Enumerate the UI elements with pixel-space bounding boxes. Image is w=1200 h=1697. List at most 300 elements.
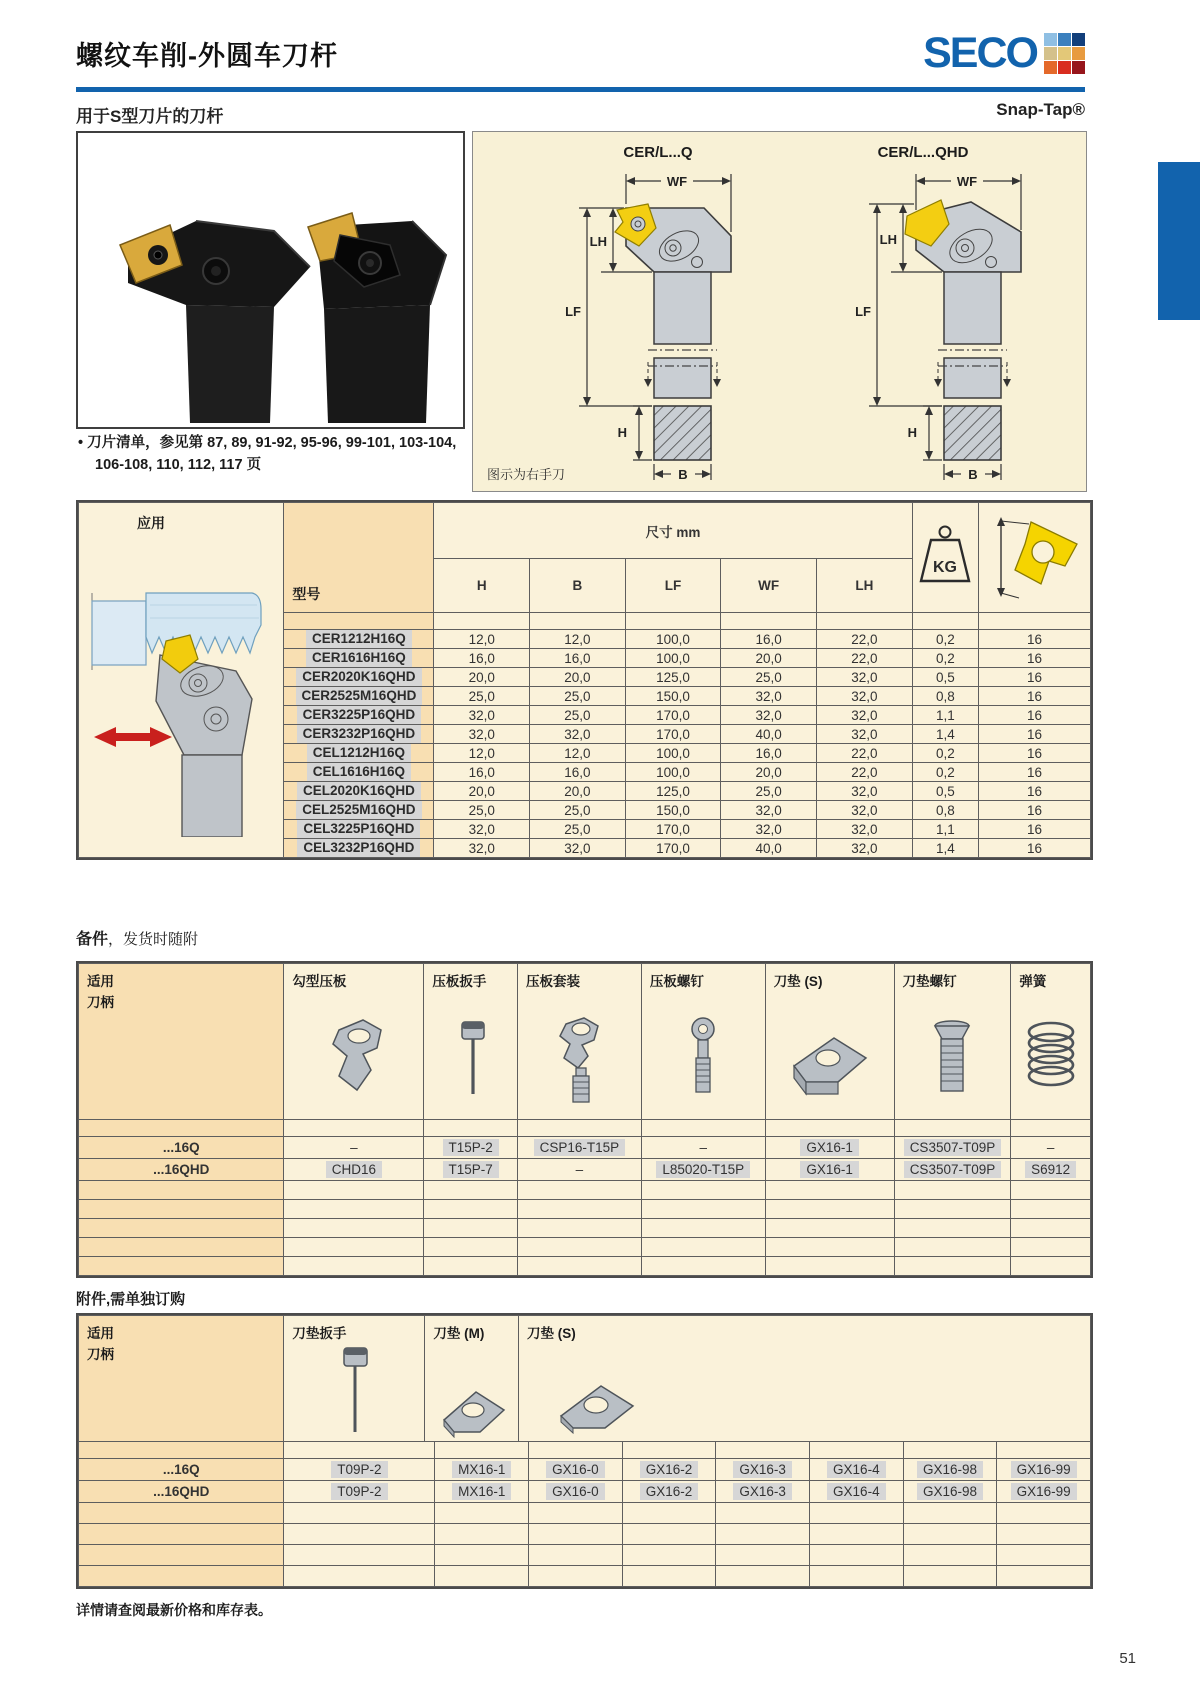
empty-row: [79, 1524, 1091, 1545]
part-number: L85020-T15P: [656, 1161, 750, 1179]
part-number-cell: –: [518, 1159, 642, 1181]
model-column-header: 型号: [284, 503, 434, 613]
dimension-value: 100,0: [625, 649, 721, 668]
spare-parts-table-frame: [76, 961, 1093, 1278]
part-number-cell: [424, 1159, 518, 1181]
weight-value: 1,1: [912, 820, 978, 839]
weight-value: 1,1: [912, 706, 978, 725]
insert-size-value: 16: [979, 763, 1091, 782]
seco-logo: [880, 29, 1085, 77]
part-number-cell: –: [1011, 1137, 1091, 1159]
dimension-value: 25,0: [721, 668, 817, 687]
spare-header-row: [79, 964, 1091, 1120]
blank-cell: [424, 1181, 518, 1200]
accessories-header-row: [79, 1316, 1091, 1442]
blank-cell: [810, 1442, 904, 1459]
blank-cell: [641, 1181, 765, 1200]
dimension-value: 25,0: [530, 706, 626, 725]
dim-wf-label: WF: [666, 174, 688, 189]
clamp-icon: [311, 1014, 397, 1102]
blank-cell: [716, 1524, 810, 1545]
model-cell: [284, 763, 434, 782]
model-number: CEL2020K16QHD: [297, 782, 421, 800]
empty-row: [79, 1238, 1091, 1257]
part-number-cell: [529, 1459, 623, 1481]
dim-lf-label: LF: [855, 304, 871, 319]
blank-cell: [903, 1503, 997, 1524]
blank-cell: [810, 1566, 904, 1587]
diagram-label-qhd: CER/L...QHD: [877, 144, 969, 161]
blank-cell: [716, 1503, 810, 1524]
weight-value: 0,2: [912, 630, 978, 649]
logo-cube-cell: [1044, 47, 1057, 60]
dimension-value: 16,0: [530, 649, 626, 668]
insert-size-value: 16: [979, 687, 1091, 706]
shim-screw-icon: [917, 1014, 987, 1104]
dimension-value: 25,0: [530, 687, 626, 706]
shim-m-icon: [428, 1378, 516, 1438]
part-number: T09P-2: [331, 1461, 387, 1479]
insert-list-note: [78, 432, 488, 477]
blank-cell: [625, 613, 721, 630]
blank-cell: [1011, 1120, 1091, 1137]
blank-cell: [1011, 1238, 1091, 1257]
part-number: CSP16-T15P: [534, 1139, 626, 1157]
weight-value: 1,4: [912, 725, 978, 744]
blank-cell: [79, 1257, 284, 1276]
dimension-value: 16,0: [530, 763, 626, 782]
blank-cell: [721, 613, 817, 630]
empty-row: [79, 1566, 1091, 1587]
blank-cell: [894, 1181, 1011, 1200]
blank-cell: [903, 1524, 997, 1545]
weight-value: 0,2: [912, 744, 978, 763]
blank-cell: [518, 1120, 642, 1137]
model-number: CEL1616H16Q: [307, 763, 411, 781]
part-number: GX16-99: [1011, 1461, 1077, 1479]
blank-cell: [284, 1442, 435, 1459]
part-number: T15P-7: [443, 1161, 499, 1179]
blank-cell: [434, 613, 530, 630]
logo-cube-cell: [1044, 33, 1057, 46]
blank-cell: [641, 1238, 765, 1257]
model-cell: [284, 687, 434, 706]
blank-cell: [79, 1545, 284, 1566]
dimension-value: 100,0: [625, 763, 721, 782]
part-number: S6912: [1025, 1161, 1076, 1179]
blank-cell: [622, 1545, 716, 1566]
part-number-cell: [903, 1481, 997, 1503]
blank-cell: [424, 1238, 518, 1257]
blank-cell: [903, 1566, 997, 1587]
dimension-value: 32,0: [816, 801, 912, 820]
seco-logo-text: SECO: [923, 29, 1037, 77]
blank-cell: [716, 1566, 810, 1587]
page-number: 51: [1119, 1650, 1136, 1667]
dimension-value: 20,0: [721, 649, 817, 668]
part-number: GX16-3: [733, 1483, 792, 1501]
logo-cube-cell: [1058, 61, 1071, 74]
dimension-value: 25,0: [530, 820, 626, 839]
part-number-cell: [894, 1159, 1011, 1181]
dimension-value: 32,0: [816, 668, 912, 687]
blank-cell: [1011, 1257, 1091, 1276]
dimension-value: 16,0: [721, 744, 817, 763]
weight-value: 0,8: [912, 801, 978, 820]
holder-type-cell: ...16QHD: [79, 1159, 284, 1181]
empty-row: [79, 1257, 1091, 1276]
kg-label: KG: [933, 559, 958, 576]
dimension-value: 125,0: [625, 782, 721, 801]
dim-b-label: B: [678, 467, 688, 482]
blank-cell: [518, 1219, 642, 1238]
dimension-value: 22,0: [816, 744, 912, 763]
section-subtitle: 用于S型刀片的刀杆: [76, 107, 224, 126]
blank-cell: [518, 1257, 642, 1276]
blank-cell: [622, 1503, 716, 1524]
part-number: GX16-2: [640, 1483, 699, 1501]
part-number: GX16-0: [546, 1483, 605, 1501]
blank-cell: [79, 1120, 284, 1137]
insert-size-value: 16: [979, 649, 1091, 668]
blank-cell: [79, 1181, 284, 1200]
accessories-table-frame: [76, 1313, 1093, 1589]
model-cell: [284, 725, 434, 744]
part-number-cell: [529, 1481, 623, 1503]
empty-row: [79, 1503, 1091, 1524]
model-cell: [284, 706, 434, 725]
part-number-cell: [903, 1459, 997, 1481]
dim-b-label: B: [968, 467, 978, 482]
shim-wrench-column-header: 刀垫扳手: [284, 1316, 425, 1442]
blank-cell: [284, 1566, 435, 1587]
clamp-wrench-icon: [436, 1014, 506, 1102]
header-rule: [76, 87, 1085, 92]
dimension-value: 25,0: [721, 782, 817, 801]
dimension-value: 100,0: [625, 630, 721, 649]
dimension-value: 32,0: [721, 706, 817, 725]
blank-cell: [518, 1181, 642, 1200]
model-number: CEL3232P16QHD: [297, 839, 420, 857]
part-number-cell: [622, 1481, 716, 1503]
part-number-cell: [641, 1159, 765, 1181]
spare-parts-row: [79, 1159, 1091, 1181]
model-number: CEL1212H16Q: [307, 744, 411, 762]
dimension-value: 20,0: [434, 782, 530, 801]
part-number-cell: [284, 1159, 424, 1181]
spare-parts-row: [79, 1137, 1091, 1159]
weight-value: 1,4: [912, 839, 978, 858]
blank-cell: [284, 1545, 435, 1566]
blank-cell: [79, 1238, 284, 1257]
part-number: T09P-2: [331, 1483, 387, 1501]
blank-cell: [622, 1442, 716, 1459]
part-number-cell: [894, 1137, 1011, 1159]
part-number: GX16-0: [546, 1461, 605, 1479]
blank-cell: [894, 1120, 1011, 1137]
part-number: MX16-1: [452, 1461, 511, 1479]
empty-row: [79, 1219, 1091, 1238]
accessory-row: [79, 1459, 1091, 1481]
dimension-value: 16,0: [721, 630, 817, 649]
blank-cell: [284, 1219, 424, 1238]
blank-cell: [79, 1200, 284, 1219]
model-number: CER1616H16Q: [306, 649, 412, 667]
application-label: 应用: [137, 515, 165, 531]
shim-m-column-header: 刀垫 (M): [425, 1316, 519, 1442]
application-illustration: [86, 585, 276, 837]
model-cell: [284, 668, 434, 687]
blank-cell: [79, 1524, 284, 1545]
part-number: T15P-2: [443, 1139, 499, 1157]
blank-cell: [284, 1200, 424, 1219]
weight-column-header: [912, 503, 978, 613]
model-cell: [284, 630, 434, 649]
dimension-value: 170,0: [625, 839, 721, 858]
dimension-value: 170,0: [625, 820, 721, 839]
model-cell: [284, 744, 434, 763]
shim-s-icon: [547, 1372, 647, 1434]
shim-wrench-icon: [319, 1344, 389, 1436]
weight-value: 0,8: [912, 687, 978, 706]
weight-value: 0,2: [912, 763, 978, 782]
part-number: GX16-99: [1011, 1483, 1077, 1501]
dimension-value: 32,0: [721, 687, 817, 706]
blank-cell: [641, 1257, 765, 1276]
toolholder-q-drawing: [521, 166, 771, 486]
logo-cube-cell: [1072, 61, 1085, 74]
dim-column-header: WF: [721, 559, 817, 613]
logo-cube-cell: [1072, 47, 1085, 60]
blank-cell: [997, 1524, 1091, 1545]
accessories-header-table: [78, 1315, 1091, 1442]
part-number: GX16-1: [800, 1161, 859, 1179]
dim-column-header: LH: [816, 559, 912, 613]
model-number: CEL3225P16QHD: [297, 820, 420, 838]
part-number-cell: [284, 1459, 435, 1481]
blank-cell: [894, 1219, 1011, 1238]
shim-screw-column-header: 刀垫螺钉: [894, 964, 1011, 1120]
clamp-screw-icon: [668, 1014, 738, 1104]
page-title: 螺纹车削-外圆车刀杆: [76, 41, 338, 71]
seco-logo-cube-icon: [1044, 33, 1085, 74]
dimension-value: 32,0: [434, 706, 530, 725]
insert-size-column-header: [979, 503, 1091, 613]
clamp-set-icon: [536, 1014, 622, 1106]
blank-cell: [894, 1257, 1011, 1276]
blank-cell: [530, 613, 626, 630]
clamp-wrench-column-header: 压板扳手: [424, 964, 518, 1120]
blank-cell: [518, 1200, 642, 1219]
part-number: CS3507-T09P: [904, 1139, 1002, 1157]
insert-size-value: 16: [979, 668, 1091, 687]
blank-cell: [979, 613, 1091, 630]
dimension-value: 32,0: [816, 725, 912, 744]
spare-parts-heading: 备件，发货时随附: [76, 931, 199, 948]
blank-cell: [894, 1200, 1011, 1219]
dim-wf-label: WF: [956, 174, 978, 189]
accessories-body-table: [78, 1441, 1091, 1587]
dimension-value: 32,0: [816, 687, 912, 706]
blank-cell: [435, 1566, 529, 1587]
dim-column-header: B: [530, 559, 626, 613]
toolholder-qhd-drawing: [811, 166, 1061, 486]
model-cell: [284, 839, 434, 858]
dimension-value: 20,0: [434, 668, 530, 687]
dimensions-table-frame: [76, 500, 1093, 860]
chapter-tab: [1158, 162, 1200, 320]
part-number-cell: [716, 1459, 810, 1481]
blank-cell: [284, 1524, 435, 1545]
logo-cube-cell: [1072, 33, 1085, 46]
blank-cell: [284, 1181, 424, 1200]
weight-value: 0,5: [912, 782, 978, 801]
insert-size-value: 16: [979, 725, 1091, 744]
part-number: GX16-98: [917, 1483, 983, 1501]
dimension-value: 32,0: [530, 725, 626, 744]
blank-cell: [810, 1545, 904, 1566]
empty-row: [79, 1200, 1091, 1219]
model-cell: [284, 801, 434, 820]
model-number: CEL2525M16QHD: [296, 801, 421, 819]
blank-cell: [284, 1238, 424, 1257]
insert-size-value: 16: [979, 630, 1091, 649]
dimension-value: 12,0: [530, 630, 626, 649]
part-number-cell: [765, 1159, 894, 1181]
spring-icon: [1016, 1014, 1086, 1102]
part-number-cell: [765, 1137, 894, 1159]
part-number-cell: [1011, 1159, 1091, 1181]
blank-cell: [641, 1219, 765, 1238]
applicable-holder-header: 适用 刀柄: [79, 1316, 284, 1442]
part-number-cell: [435, 1481, 529, 1503]
blank-cell: [529, 1442, 623, 1459]
blank-cell: [765, 1257, 894, 1276]
dimension-value: 32,0: [434, 820, 530, 839]
blank-row: [79, 1442, 1091, 1459]
clamp-screw-column-header: 压板螺钉: [641, 964, 765, 1120]
blank-cell: [79, 1566, 284, 1587]
blank-cell: [903, 1442, 997, 1459]
dimension-diagram: [472, 131, 1087, 492]
dim-h-label: H: [617, 425, 627, 440]
dimension-value: 25,0: [434, 687, 530, 706]
dim-lf-label: LF: [565, 304, 581, 319]
blank-cell: [997, 1566, 1091, 1587]
blank-cell: [518, 1238, 642, 1257]
model-cell: [284, 782, 434, 801]
clamp-set-column-header: 压板套装: [518, 964, 642, 1120]
blank-cell: [79, 1442, 284, 1459]
blank-cell: [1011, 1181, 1091, 1200]
part-number: CS3507-T09P: [904, 1161, 1002, 1179]
blank-cell: [529, 1524, 623, 1545]
blank-row: [79, 1120, 1091, 1137]
dimension-value: 16,0: [434, 763, 530, 782]
blank-cell: [529, 1545, 623, 1566]
dimension-value: 25,0: [530, 801, 626, 820]
blank-cell: [79, 1503, 284, 1524]
model-cell: [284, 820, 434, 839]
part-number: GX16-3: [733, 1461, 792, 1479]
model-number: CER3232P16QHD: [297, 725, 422, 743]
dimension-value: 32,0: [530, 839, 626, 858]
dim-lh-label: LH: [589, 234, 607, 249]
empty-row: [79, 1181, 1091, 1200]
dimension-value: 20,0: [530, 668, 626, 687]
blank-cell: [1011, 1219, 1091, 1238]
dim-h-label: H: [907, 425, 917, 440]
insert-size-value: 16: [979, 744, 1091, 763]
toolholders-photo-illustration: [78, 133, 459, 423]
blank-cell: [765, 1181, 894, 1200]
blank-cell: [997, 1442, 1091, 1459]
blank-cell: [716, 1442, 810, 1459]
insert-size-value: 16: [979, 782, 1091, 801]
blank-cell: [641, 1120, 765, 1137]
blank-cell: [424, 1200, 518, 1219]
blank-cell: [765, 1238, 894, 1257]
part-number: GX16-1: [800, 1139, 859, 1157]
part-number-cell: [997, 1481, 1091, 1503]
part-number-cell: [716, 1481, 810, 1503]
note-line2: 106-108, 110, 112, 117 页: [95, 457, 262, 474]
dimensions-header: 尺寸 mm: [434, 503, 912, 559]
dimension-value: 32,0: [434, 725, 530, 744]
dimension-value: 12,0: [434, 630, 530, 649]
dimension-value: 170,0: [625, 725, 721, 744]
feed-direction-arrow: [94, 727, 172, 747]
bullet: •: [78, 435, 84, 451]
shim-s-column-header: 刀垫 (S): [765, 964, 894, 1120]
footer-note: 详情请查阅最新价格和库存表。: [76, 1602, 272, 1618]
model-number: CER1212H16Q: [306, 630, 412, 648]
logo-cube-cell: [1044, 61, 1057, 74]
blank-cell: [435, 1545, 529, 1566]
insert-size-value: 16: [979, 801, 1091, 820]
dimension-value: 150,0: [625, 687, 721, 706]
dimension-value: 12,0: [434, 744, 530, 763]
part-number: GX16-98: [917, 1461, 983, 1479]
part-number-cell: [997, 1459, 1091, 1481]
dimension-value: 25,0: [434, 801, 530, 820]
dimension-value: 32,0: [816, 782, 912, 801]
weight-value: 0,2: [912, 649, 978, 668]
shim-s-column-header: 刀垫 (S): [519, 1316, 1091, 1442]
dimensions-table: [78, 502, 1091, 858]
holder-type-cell: ...16Q: [79, 1137, 284, 1159]
dimension-value: 125,0: [625, 668, 721, 687]
blank-cell: [424, 1219, 518, 1238]
shim-icon: [780, 1026, 880, 1102]
blank-cell: [765, 1200, 894, 1219]
logo-cube-cell: [1058, 33, 1071, 46]
blank-cell: [622, 1524, 716, 1545]
spring-column-header: 弹簧: [1011, 964, 1091, 1120]
dimension-value: 32,0: [434, 839, 530, 858]
insert-size-value: 16: [979, 706, 1091, 725]
part-number-cell: [622, 1459, 716, 1481]
weight-value: 0,5: [912, 668, 978, 687]
accessory-row: [79, 1481, 1091, 1503]
dimension-value: 150,0: [625, 801, 721, 820]
blank-cell: [435, 1442, 529, 1459]
blank-cell: [79, 1219, 284, 1238]
dimension-value: 32,0: [816, 839, 912, 858]
dimension-value: 32,0: [721, 820, 817, 839]
blank-cell: [284, 613, 434, 630]
holder-type-cell: ...16QHD: [79, 1481, 284, 1503]
